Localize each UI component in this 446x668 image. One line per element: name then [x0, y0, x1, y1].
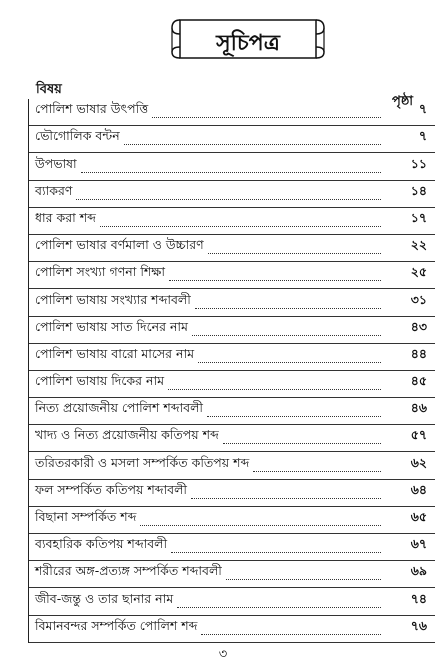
toc-entry-page: ২৫ — [410, 264, 427, 280]
dot-leader — [81, 172, 381, 173]
title-scroll-banner — [168, 14, 328, 64]
toc-entry-title: ভৌগোলিক বন্টন — [29, 128, 120, 152]
toc-entry[interactable] — [29, 507, 435, 534]
toc-entry[interactable] — [29, 181, 435, 208]
toc-entry[interactable] — [29, 534, 435, 561]
dot-leader — [192, 335, 381, 336]
dot-leader — [100, 226, 381, 227]
toc-entry-title: পোলিশ সংখ্যা গণনা শিক্ষা — [29, 264, 165, 288]
toc-entry[interactable] — [29, 208, 435, 235]
toc-entry-title: খাদ্য ও নিত্য প্রয়োজনীয় কতিপয় শব্দ — [29, 427, 219, 451]
toc-entry-title: ব্যাকরণ — [29, 183, 72, 207]
dot-leader — [76, 199, 381, 200]
toc-entry[interactable] — [29, 99, 435, 126]
toc-entry-title: ফল সম্পর্কিত কতিপয় শব্দাবলী — [29, 482, 187, 506]
toc-entry-title: নিত্য প্রয়োজনীয় পোলিশ শব্দাবলী — [29, 400, 203, 424]
toc-entry-title: জীব-জন্তু ও তার ছানার নাম — [29, 591, 173, 615]
toc-entry-title: তরিতরকারী ও মসলা সম্পর্কিত কতিপয় শব্দ — [29, 455, 249, 479]
toc-entry-title: ধার করা শব্দ — [29, 210, 96, 234]
toc-entry[interactable] — [29, 344, 435, 371]
toc-entry[interactable] — [29, 425, 435, 452]
dot-leader — [140, 525, 381, 526]
toc-entry-title: পোলিশ ভাষায় দিকের নাম — [29, 373, 164, 397]
toc-entry-title: পোলিশ ভাষায় সংখ্যার শব্দাবলী — [29, 292, 191, 316]
toc-entry-title: ব্যবহারিক কতিপয় শব্দাবলী — [29, 536, 167, 560]
dot-leader — [208, 253, 381, 254]
page-title: সূচিপত্র — [216, 31, 280, 56]
dot-leader — [169, 280, 381, 281]
dot-leader — [198, 362, 381, 363]
toc-entry-page: ২২ — [410, 237, 427, 253]
toc-entry[interactable] — [29, 235, 435, 262]
toc-entry-page: ৭৪ — [410, 590, 427, 606]
dot-leader — [223, 443, 381, 444]
toc-entry[interactable] — [29, 398, 435, 425]
toc-entry[interactable] — [29, 153, 435, 180]
toc-entry[interactable] — [29, 588, 435, 615]
toc-entry-page: ৩১ — [410, 291, 427, 307]
toc-entry-page: ৬৫ — [410, 509, 427, 524]
toc-entry[interactable] — [29, 126, 435, 153]
toc-entry[interactable] — [29, 616, 435, 643]
table-of-contents — [28, 99, 435, 643]
toc-entry-page: ১১ — [410, 155, 427, 171]
toc-entry-page: ১৪ — [410, 182, 427, 198]
dot-leader — [177, 607, 381, 608]
toc-entry[interactable] — [29, 289, 435, 316]
dot-leader — [201, 634, 381, 635]
toc-entry-title: উপভাষা — [29, 156, 77, 180]
page-column-heading: পৃষ্ঠা — [392, 94, 414, 109]
toc-entry-page: ৭ — [418, 128, 427, 144]
toc-entry[interactable] — [29, 452, 435, 479]
dot-leader — [124, 144, 381, 145]
toc-entry-title: পোলিশ ভাষায় বারো মাসের নাম — [29, 346, 194, 370]
toc-entry[interactable] — [29, 371, 435, 398]
dot-leader — [253, 471, 381, 472]
dot-leader — [207, 416, 381, 417]
toc-entry-page: ৪৪ — [410, 345, 427, 361]
dot-leader — [191, 498, 381, 499]
toc-entry-page: ৭৬ — [410, 617, 427, 633]
toc-entry[interactable] — [29, 561, 435, 588]
toc-entry-page: ৬৯ — [410, 563, 427, 579]
toc-entry-title: শরীরের অঙ্গ-প্রত্যঙ্গ সম্পর্কিত শব্দাবলী — [29, 563, 222, 587]
dot-leader — [152, 117, 381, 118]
toc-entry-page: ৬২ — [410, 454, 427, 470]
dot-leader — [171, 552, 381, 553]
toc-entry-page: ৪৫ — [410, 373, 427, 389]
toc-entry-title: পোলিশ ভাষায় সাত দিনের নাম — [29, 319, 188, 343]
toc-entry-title: পোলিশ ভাষার উৎপত্তি — [29, 101, 148, 125]
toc-entry-title: পোলিশ ভাষার বর্ণমালা ও উচ্চারণ — [29, 237, 204, 261]
toc-entry-title: বিছানা সম্পর্কিত শব্দ — [29, 509, 136, 533]
toc-entry-page: ৫৭ — [410, 427, 427, 443]
toc-entry-page: ৪৬ — [410, 400, 427, 416]
footer-page-number: ৩ — [218, 647, 228, 662]
toc-entry-page: ৭ — [418, 101, 427, 117]
toc-entry-page: ৬৪ — [410, 481, 427, 497]
toc-entry-page: ৪৩ — [410, 318, 427, 334]
dot-leader — [195, 308, 381, 309]
toc-entry[interactable] — [29, 317, 435, 344]
toc-entry-title: বিমানবন্দর সম্পর্কিত পোলিশ শব্দ — [29, 618, 197, 642]
toc-entry-page: ১৭ — [410, 209, 427, 225]
dot-leader — [168, 389, 381, 390]
subject-column-heading: বিষয় — [36, 82, 62, 97]
toc-entry[interactable] — [29, 262, 435, 289]
dot-leader — [226, 579, 381, 580]
toc-entry-page: ৬৭ — [410, 536, 427, 552]
toc-entry[interactable] — [29, 480, 435, 507]
